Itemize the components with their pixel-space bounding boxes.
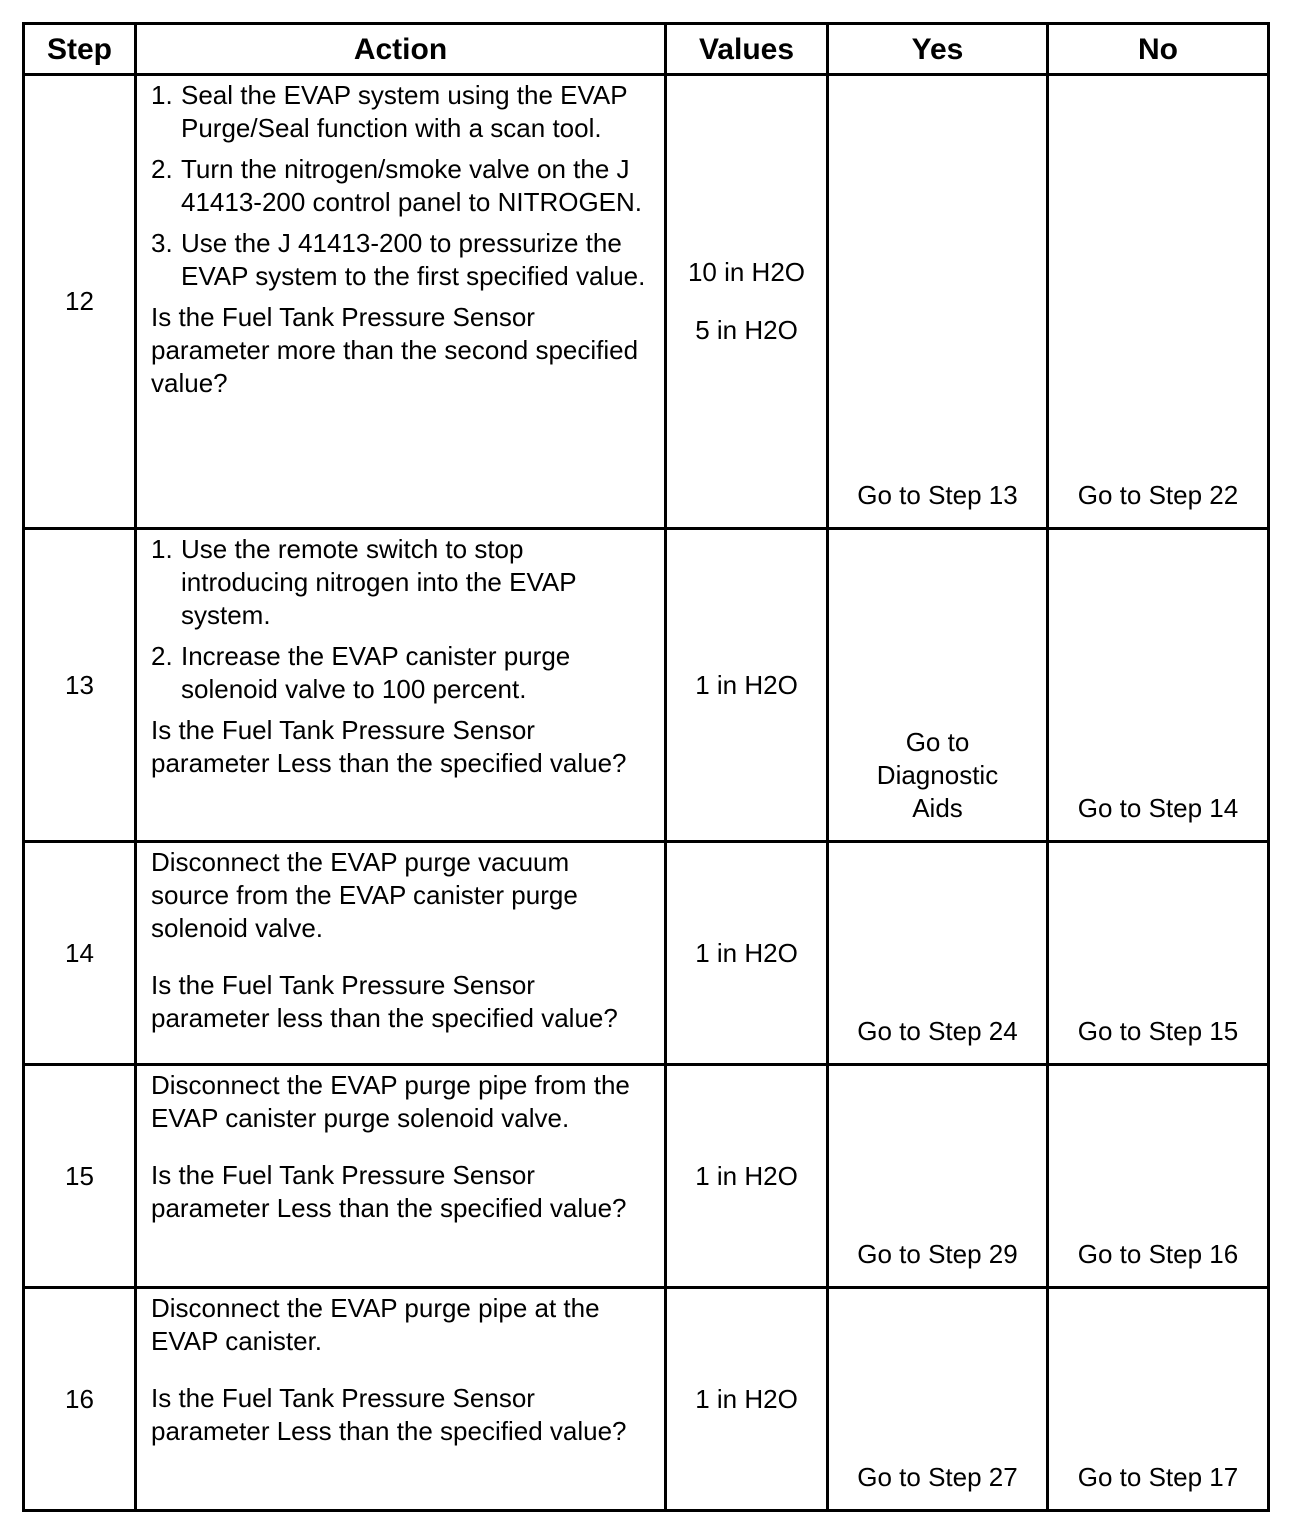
header-step: Step: [24, 24, 136, 75]
no-result: Go to Step 22: [1048, 75, 1269, 529]
action-step: 1. Seal the EVAP system using the EVAP Purge/Seal function with a scan tool.: [151, 80, 628, 143]
action-question: Is the Fuel Tank Pressure Sensor parameter more than the second specified value?: [151, 302, 639, 398]
table-row: [24, 1065, 1269, 1288]
value-text: 10 in H2O: [687, 257, 806, 287]
table-row: [24, 842, 1269, 1065]
step-number: 13: [24, 529, 136, 842]
table-row: [24, 1288, 1269, 1511]
diagnostic-table: [22, 22, 1270, 1512]
value-text: 1 in H2O: [695, 1160, 798, 1191]
value-text: 1 in H2O: [695, 937, 798, 968]
action-cell: [136, 75, 666, 529]
step-number: 12: [24, 75, 136, 529]
no-result: Go to Step 14: [1048, 529, 1269, 842]
header-yes: Yes: [828, 24, 1048, 75]
no-result: Go to Step 16: [1048, 1065, 1269, 1288]
action-step: 3. Use the J 41413-200 to pressurize the EVAP system to the first specified value.: [151, 228, 646, 291]
yes-result: Go to Diagnostic Aids: [828, 529, 1048, 842]
action-step: 1. Use the remote switch to stop introducing nitrogen into the EVAP system.: [151, 534, 577, 630]
step-number: 16: [24, 1288, 136, 1511]
no-result: Go to Step 17: [1048, 1288, 1269, 1511]
action-step: 2. Turn the nitrogen/smoke valve on the J 41413-200 control panel to NITROGEN.: [151, 154, 643, 217]
values-cell: [666, 75, 828, 529]
step-number: 14: [24, 842, 136, 1065]
value-text: 5 in H2O: [695, 315, 798, 345]
step-number: 15: [24, 1065, 136, 1288]
action-question: Is the Fuel Tank Pressure Sensor parameter less than the specified value?: [151, 970, 618, 1033]
action-step: 2. Increase the EVAP canister purge solenoid valve to 100 percent.: [151, 641, 571, 704]
no-result: Go to Step 15: [1048, 842, 1269, 1065]
header-action: Action: [136, 24, 666, 75]
action-question: Is the Fuel Tank Pressure Sensor parameter Less than the specified value?: [151, 1383, 627, 1446]
value-text: 1 in H2O: [695, 669, 798, 700]
value-text: 1 in H2O: [695, 1383, 798, 1414]
table-row: [24, 529, 1269, 842]
action-text: Disconnect the EVAP purge pipe from the EVAP canister purge solenoid valve.: [151, 1070, 630, 1133]
action-text: Disconnect the EVAP purge pipe at the EVAP canister.: [151, 1293, 600, 1356]
action-cell: [136, 842, 666, 1065]
action-text: Disconnect the EVAP purge vacuum source from the EVAP canister purge solenoid valve.: [151, 847, 578, 943]
values-cell: [666, 529, 828, 842]
yes-result: Go to Step 27: [828, 1288, 1048, 1511]
action-steps-list: [151, 533, 654, 706]
header-values: Values: [666, 24, 828, 75]
values-cell: [666, 842, 828, 1065]
action-question: Is the Fuel Tank Pressure Sensor parameter Less than the specified value?: [151, 715, 627, 778]
header-row: [24, 24, 1269, 75]
action-cell: [136, 529, 666, 842]
yes-result: Go to Step 29: [828, 1065, 1048, 1288]
values-cell: [666, 1065, 828, 1288]
action-cell: [136, 1065, 666, 1288]
header-no: No: [1048, 24, 1269, 75]
yes-result: Go to Step 24: [828, 842, 1048, 1065]
action-cell: [136, 1288, 666, 1511]
table-row: [24, 75, 1269, 529]
values-cell: [666, 1288, 828, 1511]
action-question: Is the Fuel Tank Pressure Sensor parameter Less than the specified value?: [151, 1160, 627, 1223]
yes-result: Go to Step 13: [828, 75, 1048, 529]
action-steps-list: [151, 79, 654, 293]
